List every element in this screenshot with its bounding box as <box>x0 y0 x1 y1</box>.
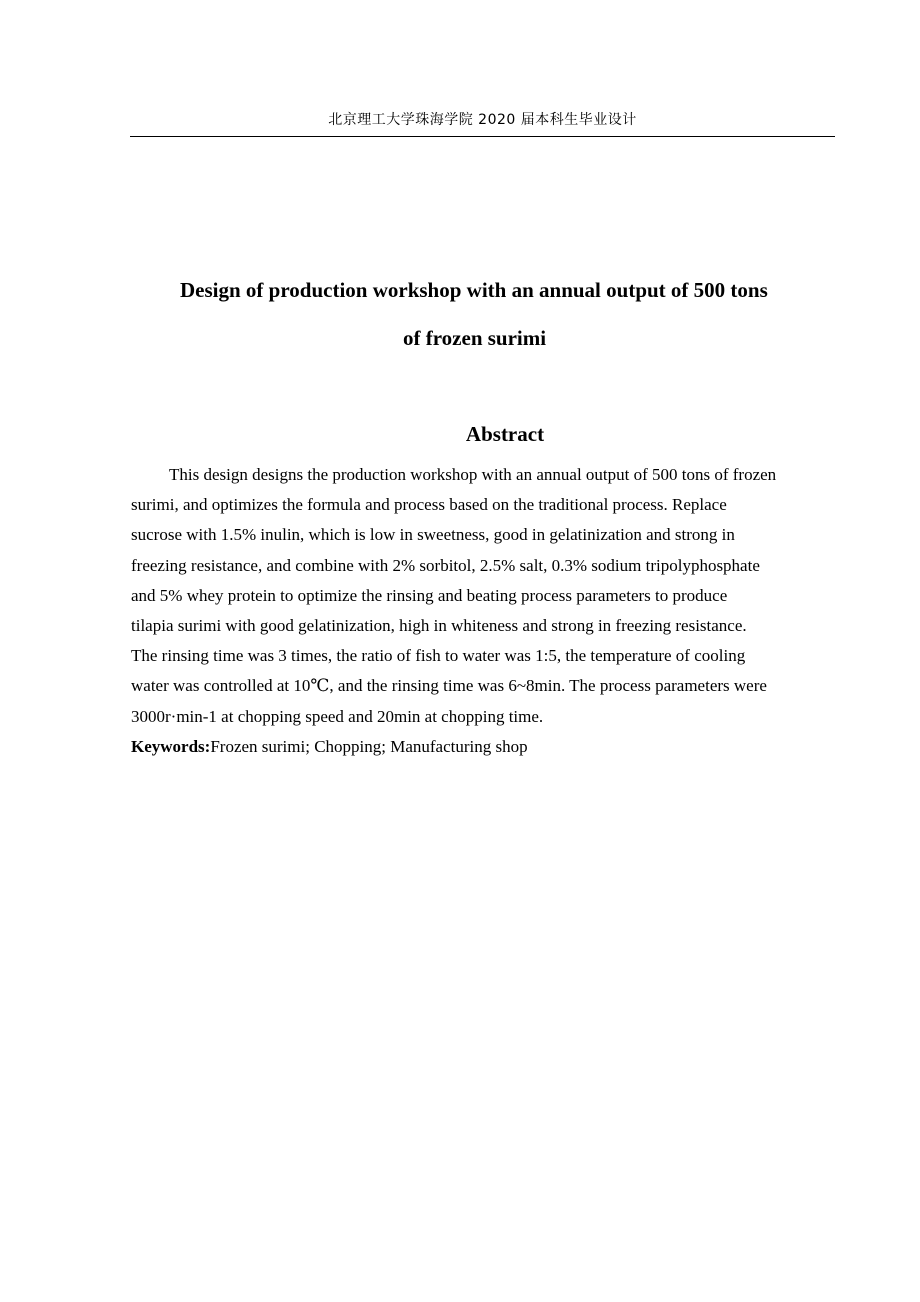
title-line-1: Design of production workshop with an annual output of 500 tons <box>180 278 768 302</box>
title-line-2: of frozen surimi <box>403 326 547 350</box>
abstract-heading: Abstract <box>465 422 545 446</box>
abstract-line: freezing resistance, and combine with 2% sorbitol, 2.5% salt, 0.3% sodium tripolyphosphate <box>131 555 760 575</box>
abstract-line: and 5% whey protein to optimize the rinsing and beating process parameters to produce <box>131 585 728 605</box>
header-rule <box>130 136 835 137</box>
abstract-line: This design designs the production workshop with an annual output of 500 tons of frozen <box>169 465 777 484</box>
abstract-line: tilapia surimi with good gelatinization, high in whiteness and strong in freezing resistance. <box>131 616 747 636</box>
abstract-line: sucrose with 1.5% inulin, which is low in sweetness, good in gelatinization and strong in <box>131 525 735 545</box>
keywords-label: Keywords: <box>131 736 211 756</box>
abstract-line: surimi, and optimizes the formula and process based on the traditional process. Replace <box>131 495 727 515</box>
abstract-line: The rinsing time was 3 times, the ratio of fish to water was 1:5, the temperature of cooling <box>131 646 746 666</box>
abstract-line: water was controlled at 10℃, and the rinsing time was 6~8min. The process parameters were <box>131 676 767 696</box>
keywords-text: Frozen surimi; Chopping; Manufacturing shop <box>210 736 528 756</box>
abstract-body <box>131 460 836 762</box>
running-header: 北京理工大学珠海学院 2020 届本科生毕业设计 <box>328 112 637 128</box>
abstract-line: 3000r·min-1 at chopping speed and 20min at chopping time. <box>131 706 544 726</box>
keywords-line <box>131 732 836 762</box>
